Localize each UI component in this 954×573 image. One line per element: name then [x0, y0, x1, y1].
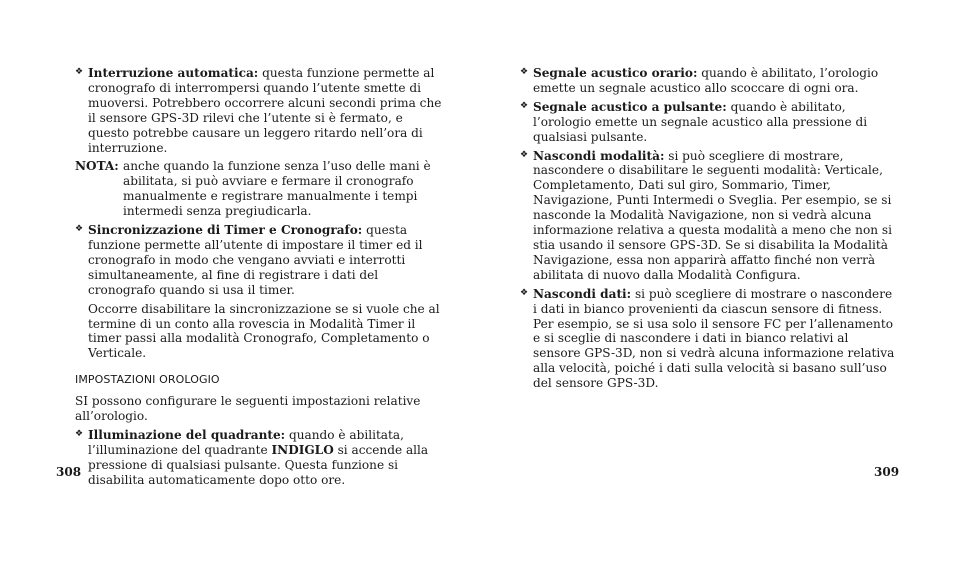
bullet-text: si accende alla pressione di qualsiasi pulsante. Questa funzione si disabilita automaticamente dopo otto ore.: [88, 442, 429, 487]
note-label: NOTA:: [75, 159, 119, 174]
bullet-title: Interruzione automatica:: [88, 66, 259, 80]
diamond-bullet-icon: ❖: [520, 287, 529, 298]
section-intro: SI possono configurare le seguenti impostazioni relative all’orologio.: [75, 394, 421, 424]
bullet-nascondi-dati: [520, 287, 897, 391]
sincronizzazione-extra-paragraph: Occorre disabilitare la sincronizzazione se si vuole che al termine di un conto alla rovescia in Modalità Timer il timer passi alla modalità Cronografo, Completamento o Verticale.: [88, 301, 440, 361]
indiglo-term: INDIGLO: [271, 442, 334, 457]
bullet-title: Illuminazione del quadrante:: [88, 427, 286, 442]
bullet-text: quando è abilitato, l’orologio emette un segnale acustico allo scoccare di ogni ora.: [533, 66, 879, 95]
bullet-sincronizzazione: [75, 223, 447, 298]
bullet-text: si può scegliere di mostrare, nascondere o disabilitare le seguenti modalità: Verticale, Completamento, Dati sul giro, Sommario, Timer, Navigazione, Punti Intermedi o Sveglia. Per esempio, se si nasconde la Modalità Navigazione, non si vedrà alcuna informazione relativa a questa modalità a meno che non si stia usando il sensore GPS-3D. Se si disabilita la Modalità Navigazione, essa non apparirà affatto finché non verrà abilitata di nuovo dalla Modalità Configura.: [533, 148, 892, 282]
bullet-title: Sincronizzazione di Timer e Cronografo:: [88, 223, 363, 238]
note-text: anche quando la funzione senza l’uso delle mani è abilitata, si può avviare e fermare il cronografo manualmente e registrare manualmente i tempi intermedi senza pregiudicarla.: [123, 159, 431, 219]
page-number-right: 309: [874, 465, 900, 479]
page-number-left: 308: [56, 465, 82, 479]
bullet-title: Nascondi dati:: [533, 286, 632, 301]
bullet-text: quando è abilitata, l’illuminazione del quadrante: [88, 427, 404, 457]
diamond-bullet-icon: ❖: [520, 149, 529, 160]
diamond-bullet-icon: ❖: [75, 224, 84, 235]
section-heading: IMPOSTAZIONI OROLOGIO: [75, 373, 220, 387]
bullet-segnale-orario: [520, 66, 897, 96]
diamond-bullet-icon: ❖: [75, 428, 84, 439]
bullet-title: Nascondi modalità:: [533, 148, 665, 163]
bullet-interruzione-automatica: [75, 66, 447, 155]
note-block: [75, 159, 447, 219]
diamond-bullet-icon: ❖: [520, 100, 529, 111]
bullet-segnale-pulsante: [520, 100, 897, 145]
diamond-bullet-icon: ❖: [520, 67, 529, 77]
bullet-nascondi-modalita: [520, 149, 897, 283]
bullet-text: si può scegliere di mostrare o nascondere i dati in bianco provenienti da ciascun sensore di fitness. Per esempio, se si usa solo il sensore FC per l’allenamento e si sceglie di nascondere i dati in bianco relativi al sensore GPS-3D, non si vedrà alcuna informazione relativa alla velocità, poiché i dati sulla velocità si basano sull’uso del sensore GPS-3D.: [533, 286, 895, 391]
bullet-illuminazione: [75, 428, 447, 488]
bullet-title: Segnale acustico orario:: [533, 66, 698, 80]
right-page-column: [520, 66, 897, 395]
bullet-text: questa funzione permette al cronografo di interrompersi quando l’utente smette di muoversi. Potrebbero occorrere alcuni secondi prima che il sensore GPS-3D rilevi che l’utente si è fermato, e questo potrebbe causare un leggero ritardo nell’ora di interruzione.: [88, 66, 442, 155]
left-page-column: [75, 66, 447, 492]
bullet-text: quando è abilitato, l’orologio emette un segnale acustico alla pressione di qualsiasi pulsante.: [533, 99, 868, 144]
bullet-text: questa funzione permette all’utente di impostare il timer ed il cronografo in modo che vengano avviati e interrotti simultaneamente, al fine di registrare i dati del cronografo quando si usa il timer.: [88, 223, 423, 297]
diamond-bullet-icon: ❖: [75, 67, 84, 77]
bullet-title: Segnale acustico a pulsante:: [533, 99, 727, 114]
